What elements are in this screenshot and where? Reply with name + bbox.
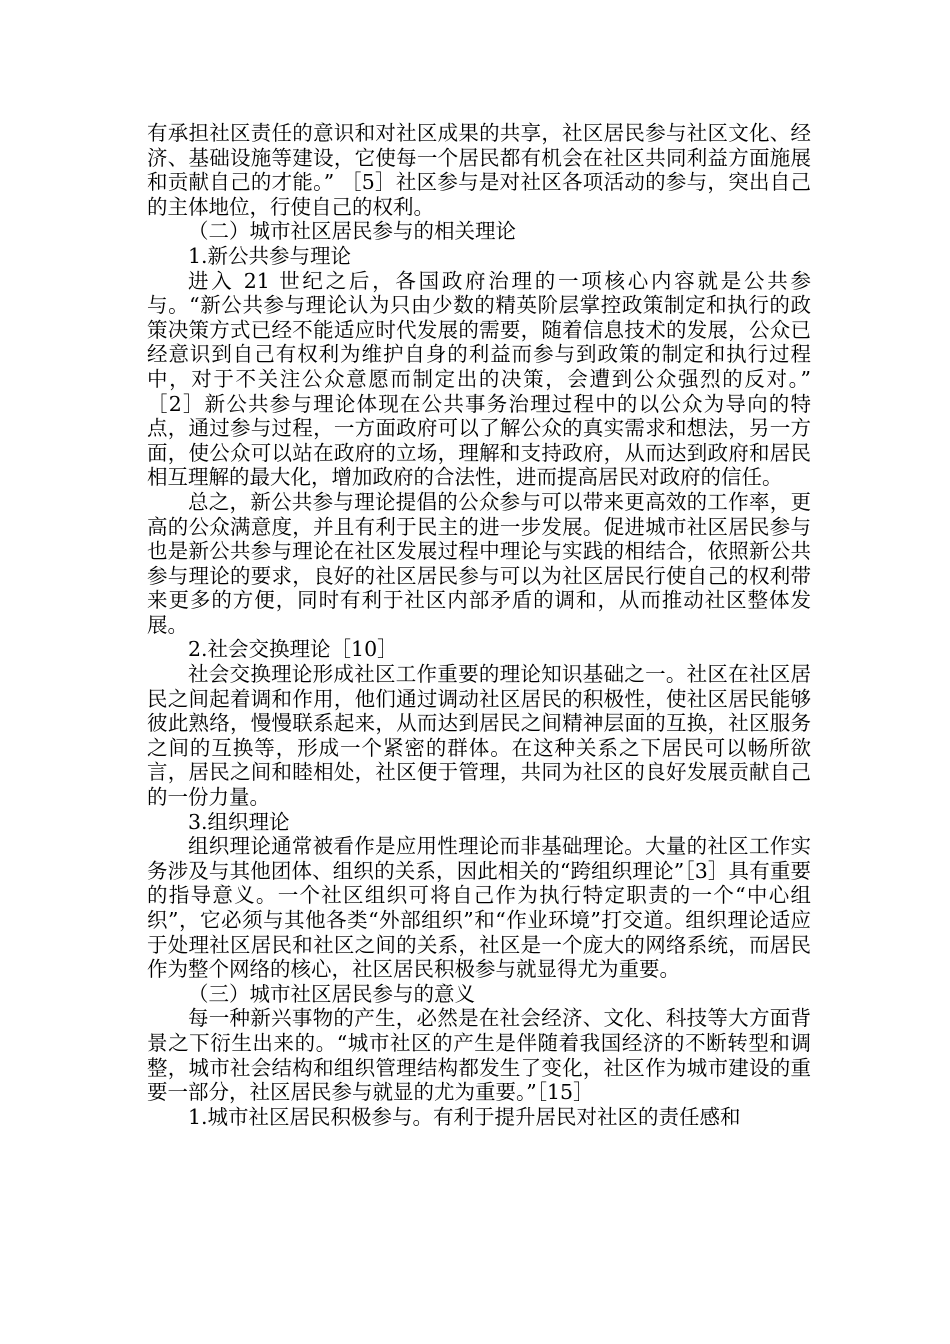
paragraph-continuation: 有承担社区责任的意识和对社区成果的共享，社区居民参与社区文化、经济、基础设施等建设，它使每一个居民都有机会在社区共同利益方面施展和贡献自己的才能。” ［5］社区参与是对社区各项活动的参与，突出自己的主体地位，行使自己的权利。	[147, 121, 811, 219]
subsection-heading-organization-theory: 3.组织理论	[188, 809, 290, 834]
subsection-heading-social-exchange: 2.社会交换理论［10］	[188, 637, 398, 662]
paragraph: 总之，新公共参与理论提倡的公众参与可以带来更高效的工作率，更高的公众满意度，并且有利于民主的进一步发展。促进城市社区居民参与也是新公共参与理论在社区发展过程中理论与实践的相结合，依照新公共参与理论的要求，良好的社区居民参与可以为社区居民行使自己的权利带来更多的方便，同时有利于社区内部矛盾的调和，从而推动社区整体发展。	[147, 489, 811, 637]
paragraph: 社会交换理论形成社区工作重要的理论知识基础之一。社区在社区居民之间起着调和作用，他们通过调动社区居民的积极性，使社区居民能够彼此熟络，慢慢联系起来，从而达到居民之间精神层面的互换，社区服务之间的互换等，形成一个紧密的群体。在这种关系之下居民可以畅所欲言，居民之间和睦相处，社区便于管理，共同为社区的良好发展贡献自己的一份力量。	[147, 662, 811, 810]
paragraph: 组织理论通常被看作是应用性理论而非基础理论。大量的社区工作实务涉及与其他团体、组织的关系，因此相关的“跨组织理论”［3］具有重要的指导意义。一个社区组织可将自己作为执行特定职责的一个“中心组织”，它必须与其他各类“外部组织”和“作业环境”打交道。组织理论适应于处理社区居民和社区之间的关系，社区是一个庞大的网络系统，而居民作为整个网络的核心，社区居民积极参与就显得尤为重要。	[147, 834, 811, 982]
paragraph-truncated: 1.城市社区居民积极参与。有利于提升居民对社区的责任感和	[188, 1104, 741, 1129]
section-heading-3: （三）城市社区居民参与的意义	[188, 981, 475, 1006]
paragraph: 每一种新兴事物的产生，必然是在社会经济、文化、科技等大方面背景之下衍生出来的。“城市社区的产生是伴随着我国经济的不断转型和调整，城市社会结构和组织管理结构都发生了变化，社区作为城市建设的重要一部分，社区居民参与就显的尤为重要。”［15］	[147, 1006, 811, 1105]
document-body	[147, 121, 811, 1129]
section-heading-2: （二）城市社区居民参与的相关理论	[188, 219, 516, 244]
subsection-heading-new-public-participation: 1.新公共参与理论	[188, 243, 352, 268]
paragraph: 进入 21 世纪之后，各国政府治理的一项核心内容就是公共参与。“新公共参与理论认为只由少数的精英阶层掌控政策制定和执行的政策决策方式已经不能适应时代发展的需要，随着信息技术的发展，公众已经意识到自己有权利为维护自身的利益而参与到政策的制定和执行过程中，对于不关注公众意愿而制定出的决策，会遭到公众强烈的反对。” ［2］新公共参与理论体现在公共事务治理过程中的以公众为导向的特点，通过参与过程，一方面政府可以了解公众的真实需求和想法，另一方面，使公众可以站在政府的立场，理解和支持政府，从而达到政府和居民相互理解的最大化，增加政府的合法性，进而提高居民对政府的信任。	[147, 268, 811, 490]
